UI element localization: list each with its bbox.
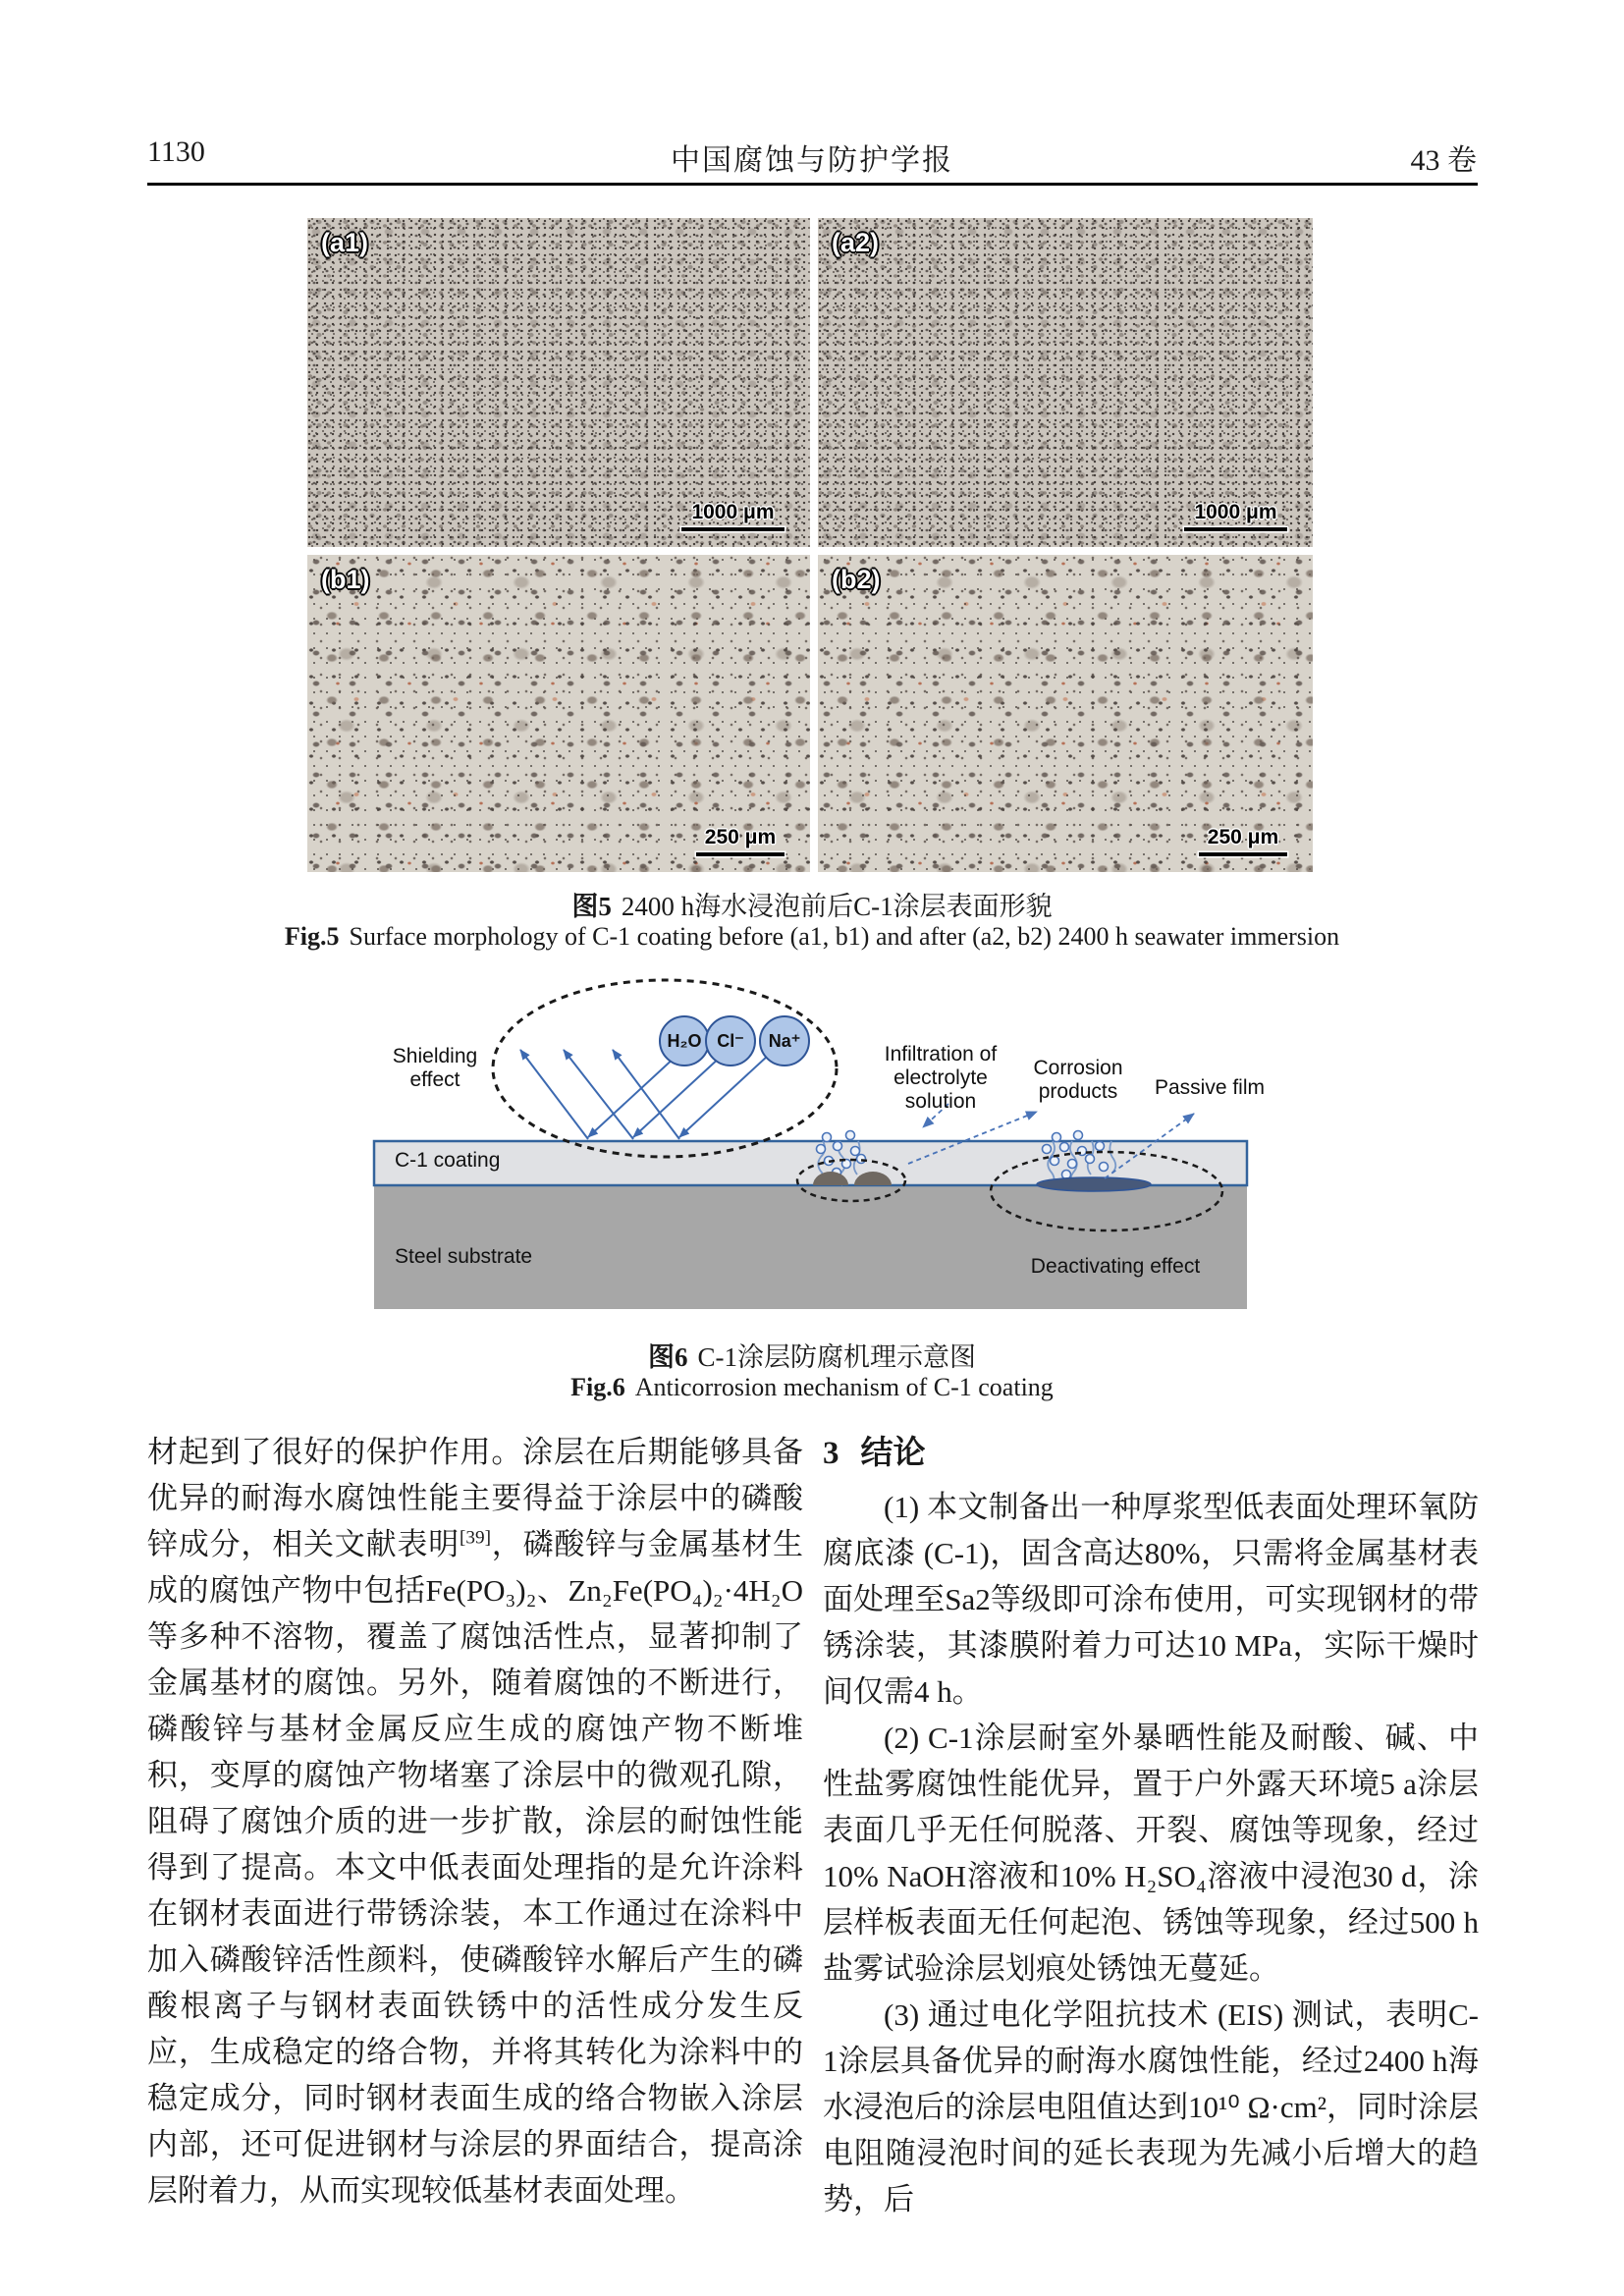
scale-bar xyxy=(1184,501,1287,531)
journal-title: 中国腐蚀与防护学报 xyxy=(671,144,953,177)
volume-label: 43 卷 xyxy=(1410,144,1477,177)
figure5-caption-en-text: Surface morphology of C-1 coating before (a1, b1) and after (a2, b2) 2400 h seawater immersion xyxy=(349,922,1340,951)
label-passive-film: Passive film xyxy=(1154,1076,1266,1099)
figure6-caption-en-text: Anticorrosion mechanism of C-1 coating xyxy=(634,1373,1054,1401)
label-corrosion-products: Corrosion products xyxy=(1033,1057,1123,1104)
panel-label: (b2) xyxy=(832,565,881,594)
label-deactivating-effect: Deactivating effect xyxy=(1030,1255,1201,1278)
page-number: 1130 xyxy=(147,136,205,168)
micrograph-panel-b1 xyxy=(307,555,810,872)
label-infiltration: Infiltration of electrolyte solution xyxy=(884,1043,998,1114)
header-rule xyxy=(147,183,1478,186)
conclusion-heading-title: 结论 xyxy=(860,1436,926,1471)
conclusion-paragraph-3: (3) 通过电化学阻抗技术 (EIS) 测试，表明C-1涂层具备优异的耐海水腐蚀性能，经过2400 h海水浸泡后的涂层电阻值达到10¹⁰ Ω·cm²，同时涂层电阻随浸泡时间的延长表现为先减小后增大的趋势，后 xyxy=(823,1997,1479,2216)
panel-label: (b1) xyxy=(321,565,370,594)
scale-bar-line xyxy=(681,527,785,531)
micrograph-texture xyxy=(307,218,810,547)
conclusion-paragraph-2: (2) C-1涂层耐室外暴晒性能及耐酸、碱、中性盐雾腐蚀性能优异，置于户外露天环境5 a涂层表面几乎无任何脱落、开裂、腐蚀等现象，经过10% NaOH溶液和10% H₂SO₄溶液中浸泡30 d，涂层样板表面无任何起泡、锈蚀等现象，经过500 h盐雾试验涂层划痕处锈蚀无蔓延。 xyxy=(823,1721,1479,1986)
figure6-caption-en xyxy=(0,1373,1624,1402)
ion-na: Na⁺ xyxy=(759,1015,810,1066)
scale-bar xyxy=(696,826,785,856)
micrograph-panel-a2 xyxy=(818,218,1313,547)
panel-label: (a2) xyxy=(832,228,880,257)
scale-bar-text: 1000 μm xyxy=(1194,501,1277,523)
conclusion-paragraph-1: (1) 本文制备出一种厚浆型低表面处理环氧防腐底漆 (C-1)，固含高达80%，只需将金属基材表面处理至Sa2等级即可涂布使用，可实现钢材的带锈涂装，其漆膜附着力可达10 MPa，实际干燥时间仅需4 h。 xyxy=(823,1490,1479,1709)
body-column-right xyxy=(823,1429,1479,2222)
scale-bar-line xyxy=(1199,852,1287,856)
shielding-dashed-ellipse xyxy=(493,980,837,1157)
conclusion-heading xyxy=(823,1429,1479,1478)
label-steel-substrate: Steel substrate xyxy=(395,1245,533,1268)
micrograph-texture xyxy=(818,218,1313,547)
body-paragraph-continuation: 材起到了很好的保护作用。涂层在后期能够具备优异的耐海水腐蚀性能主要得益于涂层中的磷酸锌成分，相关文献表明[39]，磷酸锌与金属基材生成的腐蚀产物中包括Fe(PO₃)₂、Zn₂Fe(PO₄)₂·4H₂O等多种不溶物，覆盖了腐蚀活性点，显著抑制了金属基材的腐蚀。另外，随着腐蚀的不断进行，磷酸锌与基材金属反应生成的腐蚀产物不断堆积，变厚的腐蚀产物堵塞了涂层中的微观孔隙，阻碍了腐蚀介质的进一步扩散，涂层的耐蚀性能得到了提高。本文中低表面处理指的是允许涂料在钢材表面进行带锈涂装，本工作通过在涂料中加入磷酸锌活性颜料，使磷酸锌水解后产生的磷酸根离子与钢材表面铁锈中的活性成分发生反应，生成稳定的络合物，并将其转化为涂料中的稳定成分，同时钢材表面生成的络合物嵌入涂层内部，还可促进钢材与涂层的界面结合，提高涂层附着力，从而实现较低基材表面处理。 xyxy=(147,1435,803,2208)
figure5-micrographs xyxy=(307,218,1313,872)
figure5-caption-zh-text: 2400 h海水浸泡前后C-1涂层表面形貌 xyxy=(621,892,1053,921)
passive-film-ellipse xyxy=(1037,1177,1151,1191)
figure6-mechanism-diagram xyxy=(344,972,1286,1326)
ion-cl: Cl⁻ xyxy=(705,1015,756,1066)
figure5-caption-zh-label: 图5 xyxy=(571,892,612,921)
body-column-left xyxy=(147,1429,803,2214)
figure6-caption-zh-text: C-1涂层防腐机理示意图 xyxy=(697,1342,976,1372)
figure6-caption-en-label: Fig.6 xyxy=(570,1373,625,1401)
scale-bar-text: 250 μm xyxy=(1207,826,1279,848)
scale-bar xyxy=(681,501,785,531)
figure6-caption-zh-label: 图6 xyxy=(648,1342,688,1372)
conclusion-heading-number: 3 xyxy=(823,1436,839,1471)
scale-bar xyxy=(1199,826,1287,856)
scale-bar-line xyxy=(1184,527,1287,531)
panel-label: (a1) xyxy=(321,228,369,257)
label-shielding-effect: Shielding effect xyxy=(392,1045,478,1092)
micrograph-texture xyxy=(818,555,1313,872)
micrograph-panel-b2 xyxy=(818,555,1313,872)
micrograph-texture xyxy=(307,555,810,872)
scale-bar-text: 250 μm xyxy=(704,826,777,848)
ion-h2o: H₂O xyxy=(659,1015,710,1066)
figure6-caption-zh xyxy=(0,1336,1624,1374)
figure5-caption-en xyxy=(0,922,1624,952)
micrograph-panel-a1 xyxy=(307,218,810,547)
figure5-caption-en-label: Fig.5 xyxy=(284,922,340,951)
scale-bar-text: 1000 μm xyxy=(691,501,775,523)
label-c1-coating: C-1 coating xyxy=(395,1149,501,1172)
scale-bar-line xyxy=(696,852,785,856)
figure5-caption-zh xyxy=(0,885,1624,923)
